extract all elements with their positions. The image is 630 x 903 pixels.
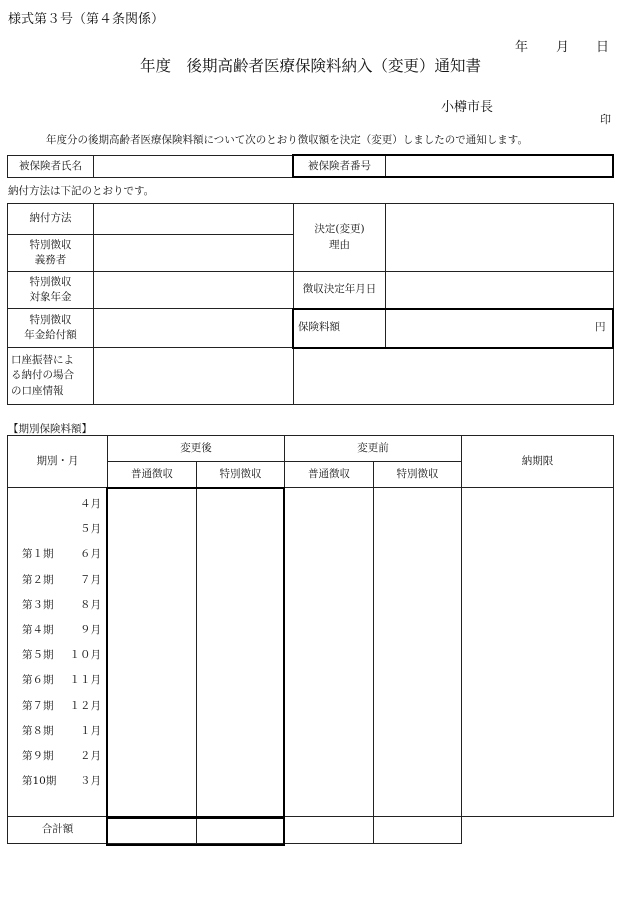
pension-amount-label xyxy=(8,309,94,348)
reason-field[interactable] xyxy=(386,204,614,272)
installment-period: 第７期 xyxy=(22,699,54,712)
reason-label-line1: 決定(変更) xyxy=(314,223,365,236)
installment-month: １１月 xyxy=(69,674,101,687)
premium-field[interactable] xyxy=(386,309,614,348)
installment-period: 第６期 xyxy=(22,674,54,687)
installment-month: １２月 xyxy=(69,699,101,712)
installment-period: 第９期 xyxy=(22,750,54,762)
deadline-header: 納期限 xyxy=(462,436,614,488)
total-before-ordinary[interactable] xyxy=(285,817,374,844)
installment-period: 第３期 xyxy=(22,598,54,611)
period-header: 期別・月 xyxy=(8,436,108,488)
total-empty xyxy=(462,817,614,844)
after-special-header: 特別徴収 xyxy=(197,462,285,488)
obligor-label-line1: 特別徴収 xyxy=(29,238,72,251)
deadline-column[interactable] xyxy=(462,488,614,817)
account-field[interactable] xyxy=(94,348,294,405)
account-label-line3: の口座情報 xyxy=(11,384,64,397)
pension-label-line1: 特別徴収 xyxy=(29,275,72,288)
intro-text: 年度分の後期高齢者医療保険料額について次のとおり徴収額を決定（変更）しましたので通知します。 xyxy=(46,134,528,146)
obligor-label xyxy=(8,235,94,272)
insured-name-field[interactable] xyxy=(94,156,294,178)
installment-month: ９月 xyxy=(80,624,101,636)
insured-number-field[interactable] xyxy=(386,156,614,178)
before-ordinary-column[interactable] xyxy=(285,488,374,817)
total-after-ordinary[interactable] xyxy=(108,817,197,844)
installment-period: 第２期 xyxy=(22,573,54,586)
account-label-line2: る納付の場合 xyxy=(11,369,74,382)
total-label: 合計額 xyxy=(8,817,108,844)
total-after-special[interactable] xyxy=(197,817,285,844)
before-special-column[interactable] xyxy=(374,488,462,817)
before-change-header: 変更前 xyxy=(285,436,462,462)
installment-month: １月 xyxy=(80,724,101,737)
payment-note: 納付方法は下記のとおりです。 xyxy=(8,185,155,197)
reason-label xyxy=(294,204,386,272)
installment-section-title: 【期別保険料額】 xyxy=(8,423,92,435)
account-label xyxy=(8,348,94,405)
reason-label-line2: 理由 xyxy=(329,238,350,251)
issuer-name: 小樽市長 xyxy=(441,100,494,115)
installment-period: 第１期 xyxy=(22,548,54,561)
pension-amount-label-line2: 年金給付額 xyxy=(24,329,77,341)
installment-month: ５月 xyxy=(80,523,101,536)
premium-label: 保険料額 xyxy=(294,309,386,348)
account-right-field[interactable] xyxy=(294,348,614,405)
date-year-label: 年 xyxy=(515,40,529,55)
decision-date-label: 徴収決定年月日 xyxy=(294,272,386,309)
date-month-label: 月 xyxy=(556,40,570,55)
insured-name-label: 被保険者氏名 xyxy=(8,156,94,178)
yen-unit: 円 xyxy=(595,321,606,333)
seal-mark: 印 xyxy=(600,113,611,126)
installment-month: ４月 xyxy=(80,498,101,510)
date-day-label: 日 xyxy=(596,40,610,55)
pension-field[interactable] xyxy=(94,272,294,309)
total-before-special[interactable] xyxy=(374,817,462,844)
form-number: 様式第３号（第４条関係） xyxy=(8,12,165,27)
pension-label-line2: 対象年金 xyxy=(29,291,72,303)
obligor-field[interactable] xyxy=(94,235,294,272)
insured-table xyxy=(7,155,614,178)
installment-month: ８月 xyxy=(80,598,101,611)
pension-amount-label-line1: 特別徴収 xyxy=(29,313,72,326)
before-special-header: 特別徴収 xyxy=(374,462,462,488)
decision-date-field[interactable] xyxy=(386,272,614,309)
pension-label xyxy=(8,272,94,309)
installment-month: ７月 xyxy=(80,573,101,586)
after-ordinary-column[interactable] xyxy=(108,488,197,817)
before-ordinary-header: 普通徴収 xyxy=(285,462,374,488)
installment-month: ３月 xyxy=(80,775,101,788)
account-label-line1: 口座振替によ xyxy=(11,354,74,367)
installment-month: １０月 xyxy=(69,649,101,662)
installment-period: 第８期 xyxy=(22,724,54,737)
installment-month: ６月 xyxy=(80,548,101,561)
installment-month: ２月 xyxy=(80,750,101,762)
installment-period: 第４期 xyxy=(22,624,54,636)
installment-period: 第５期 xyxy=(22,649,54,662)
after-change-header: 変更後 xyxy=(108,436,285,462)
obligor-label-line2: 義務者 xyxy=(34,254,67,266)
page-title: 年度 後期高齢者医療保険料納入（変更）通知書 xyxy=(140,57,482,75)
installment-period: 第10期 xyxy=(22,775,57,788)
after-special-column[interactable] xyxy=(197,488,285,817)
after-ordinary-header: 普通徴収 xyxy=(108,462,197,488)
payment-method-field[interactable] xyxy=(94,204,294,235)
pension-amount-field[interactable] xyxy=(94,309,294,348)
insured-number-label: 被保険者番号 xyxy=(294,156,386,178)
payment-table xyxy=(7,203,614,405)
payment-method-label: 納付方法 xyxy=(8,204,94,235)
